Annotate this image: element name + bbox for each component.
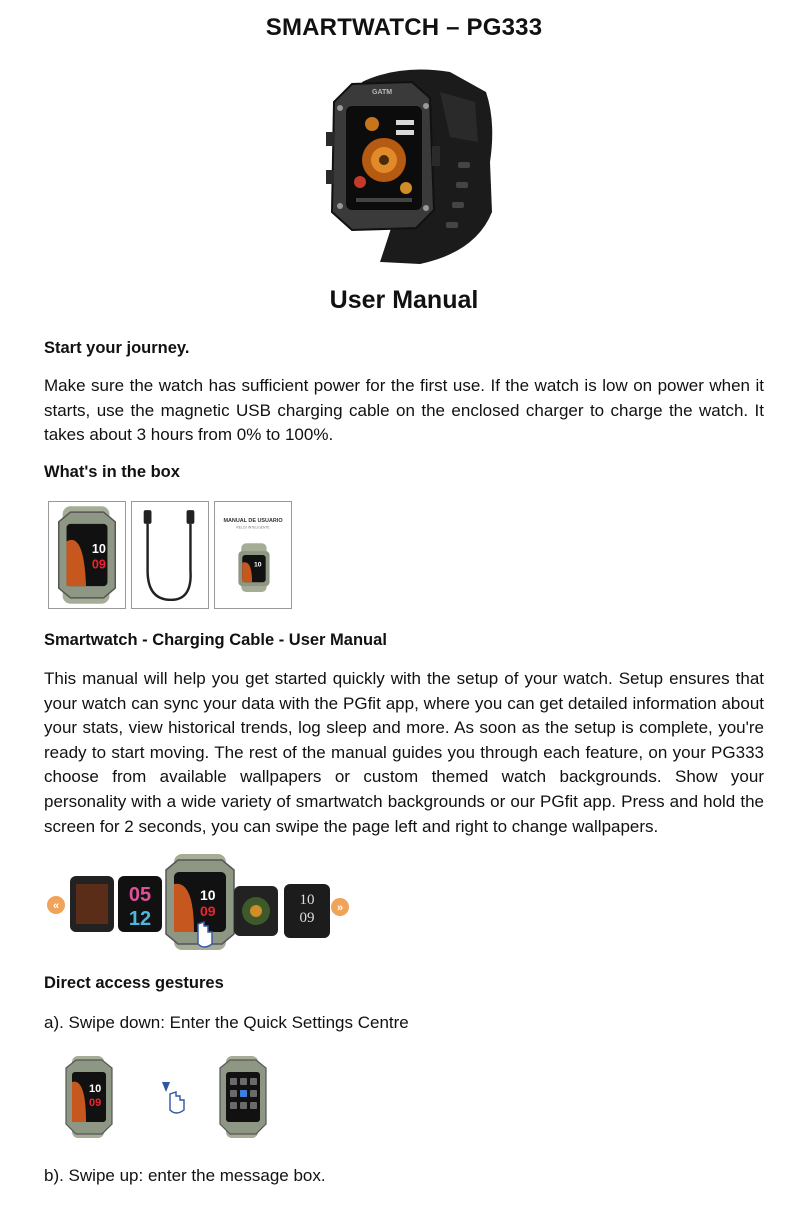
box-watch-time-2: 09 — [91, 557, 106, 572]
gesture-watch-time-1: 10 — [89, 1083, 102, 1095]
gesture-swipe-down: a). Swipe down: Enter the Quick Settings Centre — [44, 1013, 409, 1032]
svg-text:»: » — [336, 902, 344, 914]
box-watch-time-1: 10 — [91, 542, 106, 557]
intro-paragraph: This manual will help you get started quickly with the setup of your watch. Setup ensures that your watch can sync your data with the PGfit app, where you can get detailed information about your stats, view historical trends, log sleep and more. As soon as the setup is complete, you're ready to start moving. The rest of the manual guides you through each feature, on your PG333 choose from available wallpapers or custom themed watch backgrounds. Show your personality with a wide variety of smartwatch backgrounds or our PGfit app. Press and hold the screen for 2 seconds, you can swipe the page left and right to change wallpapers. — [44, 669, 764, 836]
smartwatch-hero-image — [300, 62, 506, 272]
wallpaper-face-c: 10 — [299, 892, 315, 908]
manual-cover-subtitle: RELOJ INTELIGENTE — [236, 525, 270, 530]
wallpaper-face-a: 10 — [200, 887, 216, 903]
charging-cable-image — [132, 502, 208, 608]
wallpaper-face-b: 09 — [200, 903, 216, 919]
user-manual-image — [215, 502, 291, 608]
manual-cover-title: MANUAL DE USUARIO — [223, 517, 283, 524]
box-item-smartwatch — [48, 501, 126, 609]
wallpaper-face-d: 09 — [299, 910, 315, 926]
gesture-swipe-up: b). Swipe up: enter the message box. — [44, 1166, 326, 1185]
start-paragraph: Make sure the watch has sufficient power for the first use. If the watch is low on power when it starts, use the magnetic USB charging cable on the enclosed charger to charge the watch. It takes about 3 hours from 0% to 100%. — [44, 376, 764, 445]
swipe-down-arrow-icon — [162, 1082, 170, 1092]
manual-heading: User Manual — [329, 286, 479, 314]
gestures-heading: Direct access gestures — [44, 974, 224, 992]
document-title: SMARTWATCH – PG333 — [265, 14, 543, 41]
wallpaper-digits-bottom: 12 — [128, 908, 152, 930]
manual-watch-time: 10 — [253, 561, 262, 569]
wallpaper-carousel-image — [44, 852, 354, 952]
swipe-down-illustration — [58, 1052, 288, 1142]
watch-brand-label: GATM — [372, 89, 393, 96]
box-heading: What's in the box — [44, 463, 180, 481]
chevron-left-icon — [47, 896, 65, 914]
hand-tap-icon — [170, 1092, 184, 1113]
start-heading: Start your journey. — [44, 339, 190, 357]
gesture-watch-time-2: 09 — [89, 1097, 102, 1109]
wallpaper-digits-top: 05 — [128, 884, 152, 906]
box-caption: Smartwatch - Charging Cable - User Manual — [44, 631, 387, 649]
smartwatch-image — [49, 502, 125, 608]
box-item-user-manual — [214, 501, 292, 609]
box-item-charging-cable — [131, 501, 209, 609]
svg-text:«: « — [52, 900, 60, 912]
chevron-right-icon — [331, 898, 349, 916]
